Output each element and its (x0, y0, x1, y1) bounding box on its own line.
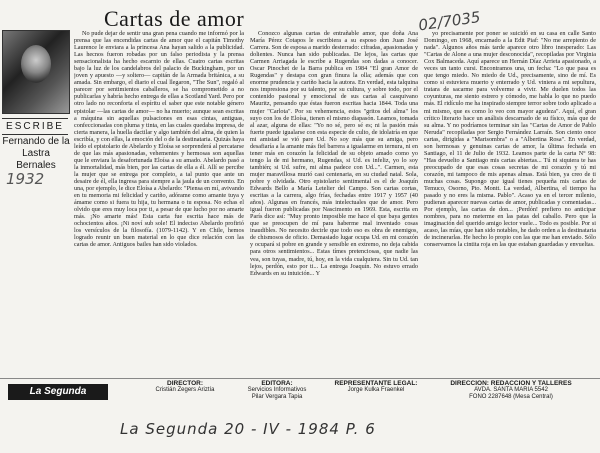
editora-name: Pilar Vergara Tapia (251, 394, 303, 400)
article-column-3 (424, 30, 596, 392)
rep-label: REPRESENTANTE LEGAL: (334, 380, 418, 387)
editora-label: EDITORA: (261, 380, 293, 387)
dir-label: DIRECCION: REDACCION Y TALLERES (450, 380, 572, 387)
director-block (140, 380, 230, 394)
director-label: DIRECTOR: (167, 380, 203, 387)
representante-block (326, 380, 426, 394)
archive-stamp: 02/7035 (417, 7, 482, 35)
handwritten-note: 1932 (6, 170, 45, 188)
column-1-text: No pude dejar de sentir una gran pena cuando me informó por la prensa que las encendidas cartas de amor que el capitán Timothy Laurence le enviara a la princesa Ana hayan salido a la publicidad. Las hecnos fueron robadas por un falso periodista y la prensa sensacionalista ha hecho escarnio de ellas. Cuatro cartas escritas bajo la luz de los candelabros del palacio de Buckingham, por un joven y apuesto —y soltero— capitán de la Armada británica, a su amada. Sin embargo, el diario el cual llegaron, "The Sun", regaló al parecer por sentimientos caballeros, se ha comprometido a no publicarlas y habría hecho entrega de ellas a Scotland Yard. Pero por otro lado no reconforta el espíritu el saber que este notable género epistolar —las cartas de amor— no ha muerto; aunque sean escritas a máquina sin aquellas pulsaciones en esas cintas, antiguas, confeccionadas con pluma y tinta, en las cuales quedaba impresa, de cierta manera, la huella dactilar y algo también del alma, de quien la escribía, y con ellas, la emoción del o de la destinataria. Quizás haya leído el epistolario de Abelardo y Eloísa se sorprenderá al percatarse de que las más apasionadas, vehementes y hermosas son aquellas que le enviara la desafortunada Eloísa a su amado. Abelardo pasó a la inmortalidad, más bien, por las cartas de ella a él. Allí se percibe la mujer que se entrega por completo, a tal punto que ante un desaire de él, ella ingresa para siempre a la jaula de un convento. En una, por ejemplo, le dice Eloísa a Abelardo: "Piensa en mí, avivando en tu memoria mi felicidad y cariño, adórame como amante tuya y ámame como si fuera tu hija, tu hermana o tu esposa. No echas el olvido que eres muy loca por ti, a pesar de que lucho por no amarte más. ¡No amarte más! Esta carta fue escrita hace más de ochocientos años. ¡Ni noví sub sole! El indeciso Abelardo profirió los versículos de la filosofía. (1079-1142). Y en Chile, hemos logrado reunir un buen material en lo que dice relación con las cartas de amor. Antiguos bailes han sido violados. (74, 30, 244, 249)
editora-block (232, 380, 322, 401)
dir-line2: FONO 2287648 (Mesa Central) (469, 394, 553, 400)
rep-name: Jorge Kulka Fraenkel (347, 387, 405, 393)
article-title: Cartas de amor (104, 6, 245, 31)
column-3-text: yo precisamente por poner se suicidó en su casa en calle Santo Domingo, en 1968, encarnado a la Edit Piaf: "No me arrepiento de nada". Algunos años más tarde aparece otro libro inesperado: Las "Cartas de Alone a una mujer desconocida", recopiladas por Virginia Cox Balmaceda. Aquí aparece un Hernán Díaz Arrieta apasionado, a veces un tanto cursi. Encontramos una, un fecha: "Lo que pasa es que tengo miedo. No miedo de Ud., precisamente, sino de mí. Es como si estuviera muerto y enterrado y Ud. viniera a mi sepultura, tratara de sacarme para volverme a vivir. Me duelen todos las coyunturas, me siento estrero y cómodo, me habla lo que no puedo más. El ridículo me ha inspirado siempre terror sobre todo aplicado a mi mismo, que es como lo veo con mayor agudeza". Aquí, el gran crítico literario hace un análisis descarnado de su físico, más que de su alma. Y no podríamos terminar sin las "Cartas de Amor de Pablo Neruda" recopiladas por Sergio Fernández Larraín. Son ciento once cartas, dirigidas a "Marisombra" o a "Albertina Rosa". En verdad, son hermosas y genuinas cartas de amor, la última fechada en Santiago, el 11 de Julio de 1932. Leamos parte de la carta N° 98: "Has devuelto a Santiago mis cartas abiertas... Tú ni siquiera te has preocupado de que esas cosas secretas de mi corazón y tú mi corazón, mi tampoco de mis apenas almas. Está bien, ya creo de ti muchas cosas. Supongo que igual tienes pequeña mis cartas de Temuco, Osorno, Pto. Montt. La verdad, Albertina, el tiempo ha pasado y no eres la misma. Pablo". Acaso ya en el tercer milenio, pudieran aparecer nuevas cartas de amor, publicadas y comentadas... Por ejemplo, las cartas de don... ¡Perdón! prefiero no anticipar nombres, para no meterme en las patas del caballo. Pero que la imaginación del querido amigo lector vuele... Todo es posible. Por si acaso, las mías, que han sido notables, he dado orden a la destinataria de incinerarlas. He hecho lo propio con las que me han enviado. Sólo conservamos la cintita roja en las que estaban guardadas y envueltas. (424, 30, 596, 249)
article-column-1 (74, 30, 244, 370)
newspaper-logo: La Segunda (8, 384, 108, 400)
dir-line1: AVDA. SANTA MARIA 5542 (474, 387, 548, 393)
column-2-text: Conozco algunas cartas de entrañable amor, que doña Ana María Pérez Cotapos le escribiera a su esposo don Juan José Carrera. Son de esposa a marido desterrado: cifradas, apasionadas y dolientes. Nunca han sido publicadas. De lejos, las cartas que Carmen Arriagada le escribe a Rugendas son dadas a conocer. Oscar Pinochet de la Barra publica en 1984 "El gran Amor de Rugendas" y destapa con gran finura la olla; además que con enorme prudencia y cariño hacia la autora. En verdad, esta talquina nos impresiona por su talento, por su cultura, y sobre todo, por el contenido pasional y emocional de sus cartas al casquivano Mauritz, pensando que éstas fueron escritas hacia 1844. Toda una mujer "Carlota". Por su vehemencia, estos "gritos del alma" los suyo con los de Eloísa, tienen el mismo diapasón. Leamos, tomada al azar, alguna de ellas: "Yo no sé, pero sé es; ni la pasión más fuerte puede igualarse con esta especie de culto, de idolatría en que mi amistad se vió pare Ud. No soy más que su amiga, pero desafiaría a la amante más fiel barrera a igualarme en ternura, ni en tener más en corazón la felicidad de su objeto amado como yo tengo la de mi hermano, Rugendas, si Ud. es infeliz, yo lo soy también; si Ud. sufre, mi alma padece con Ud...". Carmen, esta mujer maravillosa murió casi centenaria, en su ciudad natal. Sola, pobre y olvidada. Otro epistolario sentimental es el de Joaquín Edwards Bello a María Letelier del Campo. Son cartas cortas, escritas a la carrera, algo frías, fechadas entre 1917 y 1957 (40 años). Algunas en francés, más intelectuales que de amor. Pero igual fueron publicadas por Nascimento en 1969. Esta, escrita en París dice así: "Muy pronto imposible me hace el que baya gentes que se preocupen de mí para haberme mal inventado cosas inaudibles. No necesito decirle que todo eso es obra de enemigos, de chismosos de oficio. Demasiado lugar ocupa Ud. en mi corazón y ocupará si pobre en grande y sensible en extremo, no deja cabida para otros sentimientos... Estas tímes pretenciosas, que nadie las vea, son tuyas, madre, tú, hoy, en la vida cualquiera. Sin tu Ud. tan lejos, perdón, esto por ti... La entrega Joaquín. No estuvo errado Edwards en su intuición... Y (250, 30, 418, 277)
director-name: Cristián Zegers Ariztía (155, 387, 215, 393)
direccion-block (436, 380, 586, 401)
editora-line1: Servicios Informativos (247, 387, 307, 393)
author-name: Fernando de la Lastra Bernales (2, 136, 70, 171)
article-column-2 (250, 30, 418, 392)
author-photo (2, 30, 70, 114)
handwritten-date: La Segunda 20 - IV - 1984 P. 6 (120, 420, 376, 438)
column-label: ESCRIBE (2, 118, 68, 135)
